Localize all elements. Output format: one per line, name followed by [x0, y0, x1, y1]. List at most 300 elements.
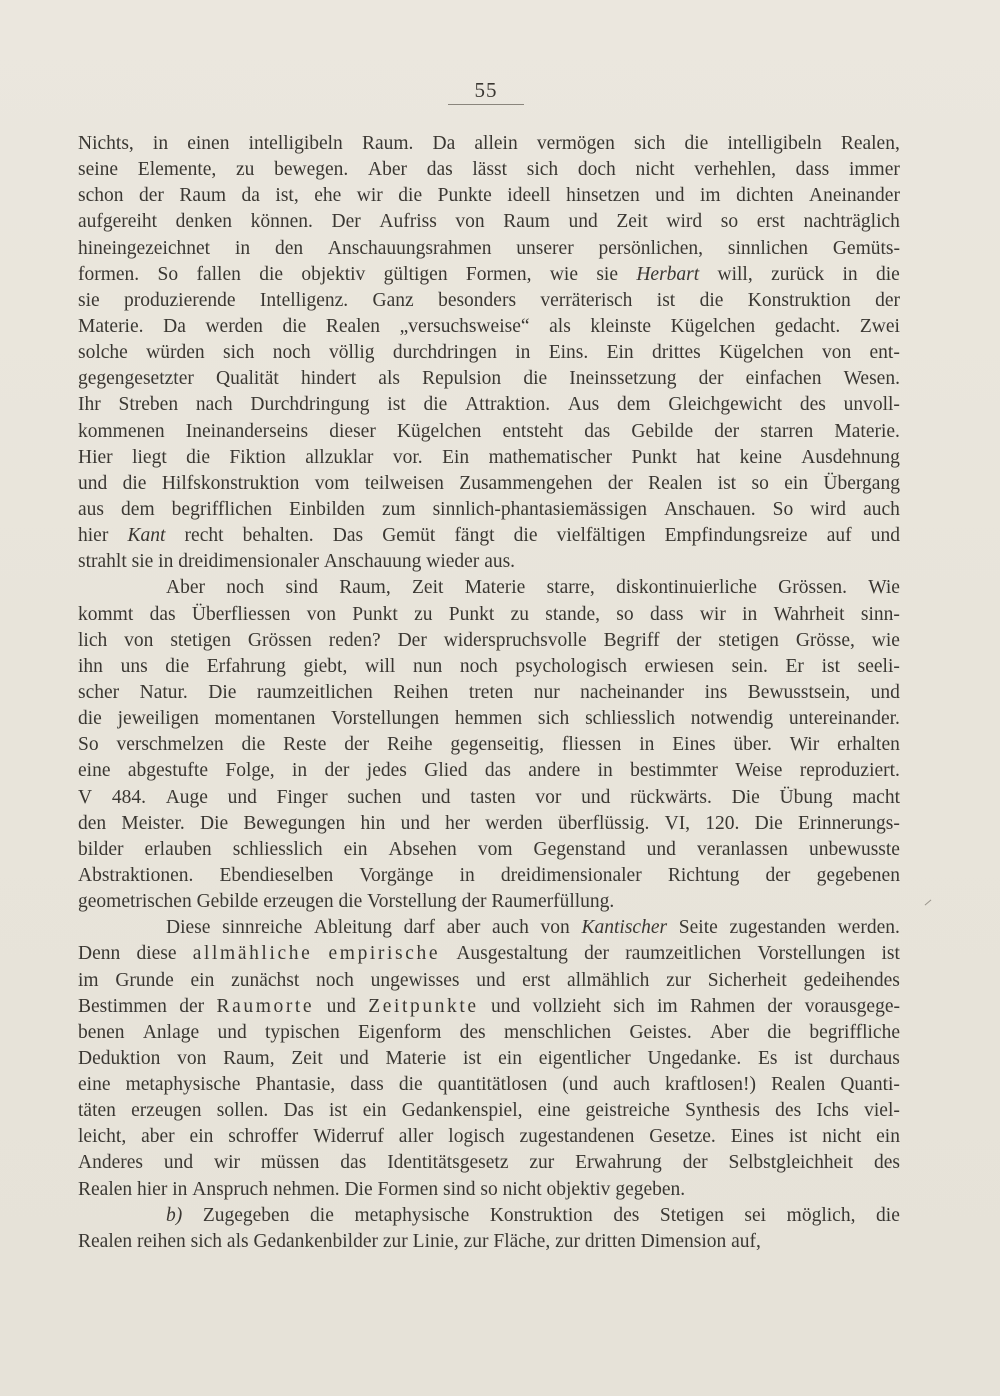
word: und — [870, 525, 900, 547]
word: ungewisses — [370, 969, 460, 991]
text-line — [78, 941, 900, 967]
word: Realen — [325, 315, 380, 337]
text-line — [78, 157, 900, 183]
word: hat — [696, 446, 721, 468]
word: gegeben. — [615, 1178, 686, 1200]
word: sinnreiche — [222, 917, 303, 939]
word: erst — [522, 969, 551, 991]
word: das — [340, 1152, 367, 1174]
word: in — [152, 133, 169, 154]
word: diese — [136, 943, 177, 965]
word: der — [584, 943, 610, 965]
word: will, — [717, 263, 753, 285]
word: kommenen — [78, 420, 165, 442]
word: untereinander. — [788, 708, 900, 730]
word: vollzieht — [532, 995, 601, 1017]
text-line — [78, 523, 900, 549]
word: Qualität — [215, 368, 279, 390]
word: Synthesis — [685, 1100, 760, 1122]
word: Denn — [78, 943, 121, 965]
word: der — [139, 185, 164, 207]
word: fallen — [196, 263, 241, 285]
word: und — [421, 786, 451, 808]
word: momentanen — [214, 708, 316, 730]
word: Die — [754, 812, 783, 834]
word: Quanti- — [840, 1074, 900, 1096]
word: Anderes — [78, 1152, 143, 1174]
word: aus. — [484, 551, 516, 573]
word: Gemüts- — [832, 237, 900, 259]
word: sich — [190, 1230, 227, 1252]
word: und — [78, 472, 108, 494]
word: ein — [189, 1126, 214, 1148]
word: Wahrheit — [773, 603, 845, 625]
word: zunächst — [231, 969, 300, 991]
word: hier — [137, 1178, 173, 1200]
word: typischen — [264, 1021, 340, 1043]
word: und — [339, 1047, 369, 1069]
word: die — [523, 368, 548, 390]
word: von — [540, 917, 570, 939]
word: Punkt — [448, 603, 495, 625]
word: als — [378, 368, 400, 390]
word: würden — [146, 342, 205, 364]
word: Wir — [789, 734, 820, 756]
word: Vorstellungen — [757, 943, 866, 965]
word: zur — [555, 1230, 585, 1252]
word: dieser — [329, 420, 376, 442]
word: Weise — [735, 760, 783, 782]
word: Seite — [678, 917, 718, 939]
word: schliesslich — [232, 838, 323, 860]
word: Erwahrung — [575, 1152, 662, 1174]
word: macht — [852, 786, 900, 808]
word: die — [513, 525, 538, 547]
word: zum — [381, 498, 416, 520]
word: hineingezeichnet — [78, 237, 211, 259]
word: hin — [360, 812, 386, 834]
word: Glied — [424, 760, 468, 782]
word: sei — [744, 1204, 767, 1226]
word: kommt — [78, 603, 134, 625]
text-line — [78, 209, 900, 235]
word: schon — [78, 185, 124, 207]
text-line — [78, 1150, 900, 1176]
word: und — [227, 786, 257, 808]
word: ent- — [869, 342, 900, 364]
word: Hier — [78, 446, 113, 468]
word: die — [122, 472, 147, 494]
word: die — [165, 655, 190, 677]
word: hindert — [300, 368, 357, 390]
text-line — [78, 236, 900, 262]
word: Begriff — [603, 629, 660, 651]
word: dem — [121, 498, 155, 520]
word: jedes — [366, 760, 407, 782]
word: der — [179, 995, 205, 1017]
word: den — [78, 812, 107, 834]
word: Realen, — [840, 133, 900, 154]
word: die — [186, 446, 210, 468]
word: auch — [613, 1074, 650, 1096]
word: fliessen — [561, 734, 622, 756]
word: Ein — [442, 446, 470, 468]
word: dem — [617, 394, 651, 416]
word: als — [549, 315, 571, 337]
word: Ichs — [816, 1100, 849, 1122]
word: Gedankenbilder — [253, 1230, 383, 1252]
text-line — [78, 549, 900, 575]
word: im — [700, 185, 721, 207]
word: Es — [758, 1047, 778, 1069]
word: Formen, — [465, 263, 532, 285]
word: Punkte — [437, 185, 492, 207]
word: Ebendieselben — [219, 864, 334, 886]
text-line — [78, 1203, 900, 1229]
word: in — [597, 760, 613, 782]
word: Ein — [606, 342, 634, 364]
word: kleinste — [590, 315, 652, 337]
word: Eins. — [548, 342, 589, 364]
word: Selbstgleichheit — [728, 1152, 854, 1174]
word: verschmelzen — [116, 734, 224, 756]
word: solche — [78, 342, 128, 364]
word: ist — [462, 1047, 482, 1069]
word: denken — [175, 211, 232, 233]
word: stetigen — [170, 629, 231, 651]
word: die — [310, 1204, 334, 1226]
word: Fiktion — [229, 446, 286, 468]
word: und — [655, 185, 685, 207]
word: Linie, — [412, 1230, 464, 1252]
text-line — [78, 366, 900, 392]
word: vermögen — [536, 133, 615, 154]
word: logisch — [448, 1126, 505, 1148]
word: die — [259, 263, 284, 285]
word: Raum, — [339, 577, 391, 599]
word: ihn — [78, 655, 103, 677]
word: der — [607, 472, 633, 494]
word: objektiv — [546, 1178, 616, 1200]
word: gültigen — [383, 263, 448, 285]
word: Einbilden — [289, 498, 365, 520]
word: Phantasie, — [255, 1074, 336, 1096]
word: der — [461, 891, 492, 913]
word: erhalten — [837, 734, 900, 756]
text-line — [78, 131, 900, 157]
word: überflüssig. — [557, 812, 650, 834]
text-line — [78, 968, 900, 994]
word: zugestandenen — [519, 1126, 635, 1148]
word: metaphysische — [125, 1074, 241, 1096]
text-line — [78, 445, 900, 471]
word: zur — [382, 1230, 413, 1252]
word: leicht, — [78, 1126, 127, 1148]
word: lässt — [472, 159, 508, 181]
word: gedeihendes — [803, 969, 900, 991]
word: noch — [459, 655, 498, 677]
word: der — [682, 1152, 708, 1174]
word: objektiv — [301, 263, 366, 285]
word: Aus — [567, 394, 600, 416]
word: sind — [443, 1178, 481, 1200]
word: dreidimensionaler — [178, 551, 324, 573]
word: Auge — [165, 786, 208, 808]
word: seine — [78, 159, 119, 181]
word: Gemüt — [382, 525, 436, 547]
text-line — [78, 654, 900, 680]
word: Grössen — [247, 629, 312, 651]
word: Gebilde — [196, 891, 264, 913]
text-line — [78, 889, 900, 915]
text-line — [78, 602, 900, 628]
word: Zeit — [291, 1047, 323, 1069]
word: ein — [343, 838, 368, 860]
word: so — [616, 603, 634, 625]
word: bestimmter — [630, 760, 718, 782]
word: die — [338, 891, 368, 913]
word: Raum — [503, 211, 550, 233]
word: zugestanden — [729, 917, 826, 939]
word: Durchdringung — [250, 394, 370, 416]
text-line — [78, 183, 900, 209]
word: Zeit — [412, 577, 444, 599]
word: Raumorte — [216, 995, 315, 1017]
word: produzierende — [124, 289, 236, 311]
text-line — [78, 1046, 900, 1072]
word: Natur. — [139, 681, 188, 703]
word: empirische — [328, 943, 441, 965]
word: scher — [78, 681, 120, 703]
word: Aber — [166, 577, 205, 599]
word: Fläche, — [493, 1230, 556, 1252]
word: Bewegungen — [243, 812, 346, 834]
word: Zusammengehen — [459, 472, 593, 494]
word: zu — [414, 603, 433, 625]
word: ist — [881, 943, 900, 965]
word: Intelligenz. — [259, 289, 349, 311]
word: notwendig — [690, 708, 774, 730]
word: Aufriss — [379, 211, 437, 233]
word: Vorstellung — [367, 891, 462, 913]
word: einfachen — [745, 368, 822, 390]
word: Kügelchen — [396, 420, 482, 442]
word: sinnlich-phantasiemässigen — [432, 498, 648, 520]
word: von — [455, 211, 485, 233]
text-line — [78, 288, 900, 314]
word: Abstraktionen. — [78, 864, 194, 886]
word: Punkt — [631, 446, 677, 468]
word: Formen — [377, 1178, 444, 1200]
word: die — [78, 708, 102, 730]
word: sie — [596, 263, 618, 285]
text-line — [78, 706, 900, 732]
word: allzuklar — [305, 446, 374, 468]
word: benen — [78, 1021, 125, 1043]
word: Gegenstand — [533, 838, 626, 860]
word: als — [226, 1230, 254, 1252]
text-line — [78, 863, 900, 889]
word: ist — [329, 1100, 348, 1122]
word: Realen — [771, 1074, 826, 1096]
word: vorausgege- — [804, 995, 900, 1017]
word: widerspruchsvolle — [443, 629, 587, 651]
word: sich — [633, 133, 666, 154]
word: ist — [788, 1126, 808, 1148]
word: Übergang — [823, 472, 900, 494]
word: und — [491, 995, 521, 1017]
word: teilweisen — [364, 472, 444, 494]
word: von — [306, 603, 336, 625]
text-line — [78, 575, 900, 601]
word: Folge, — [225, 760, 275, 782]
word: so — [751, 472, 769, 494]
word: ein — [190, 969, 215, 991]
word: in — [172, 1178, 193, 1200]
word: nacheinander — [580, 681, 685, 703]
word: der — [765, 864, 791, 886]
word: das — [584, 420, 611, 442]
word: Kügelchen — [670, 315, 756, 337]
word: wir — [699, 603, 726, 625]
word: täten — [78, 1100, 116, 1122]
word: her — [445, 812, 470, 834]
word: seeli- — [857, 655, 900, 677]
word: dichten — [736, 185, 794, 207]
word: sie — [131, 551, 159, 573]
text-line — [78, 628, 900, 654]
word: Raum — [179, 185, 226, 207]
word: Meister. — [121, 812, 185, 834]
word: nur — [533, 681, 560, 703]
word: Das — [283, 1100, 314, 1122]
word: bilder — [78, 838, 124, 860]
word: Ausgestaltung — [456, 943, 568, 965]
word: starre, — [546, 577, 595, 599]
word: Bestimmen — [78, 995, 167, 1017]
word: die — [876, 263, 900, 285]
word: dass — [795, 159, 830, 181]
word: „versuchsweise“ — [399, 315, 530, 337]
word: schroffer — [228, 1126, 299, 1148]
word: verräterisch — [540, 289, 633, 311]
word: Sicherheit — [707, 969, 787, 991]
text-line — [78, 340, 900, 366]
word: der — [767, 995, 793, 1017]
word: nach — [195, 394, 233, 416]
word: der — [698, 368, 724, 390]
word: und — [400, 812, 430, 834]
word: Diese — [166, 917, 211, 939]
word: noch — [316, 969, 354, 991]
word: abgestufte — [127, 760, 208, 782]
word: noch — [226, 577, 265, 599]
word: intelligibeln — [727, 133, 822, 154]
word: aufgereiht — [78, 211, 158, 233]
word: die — [398, 1074, 423, 1096]
word: und — [870, 681, 900, 703]
word: ist — [717, 472, 737, 494]
word: zu — [510, 603, 529, 625]
word: und — [646, 838, 676, 860]
word: allein — [474, 133, 518, 154]
word: intelligibeln — [248, 133, 343, 154]
word: im — [78, 969, 99, 991]
word: die — [398, 185, 423, 207]
word: in — [459, 864, 475, 886]
word: erzeugen — [131, 1100, 202, 1122]
text-line — [78, 758, 900, 784]
word: Gebilde — [631, 420, 694, 442]
word: Gedankenspiel, — [401, 1100, 523, 1122]
text-line — [78, 680, 900, 706]
word: dritten — [584, 1230, 641, 1252]
word: so — [480, 1178, 503, 1200]
word: Ableitung — [313, 917, 392, 939]
word: Absehen — [388, 838, 457, 860]
word: Herbart — [636, 263, 700, 285]
word: gedacht. — [774, 315, 841, 337]
word: Da — [432, 133, 456, 154]
word: in — [842, 263, 858, 285]
word: Grösse, — [795, 629, 855, 651]
word: Reste — [283, 734, 327, 756]
word: Kantischer — [581, 917, 668, 939]
word: 484. — [111, 786, 146, 808]
word: giebt, — [303, 655, 348, 677]
word: menschlichen — [503, 1021, 612, 1043]
word: nun — [412, 655, 443, 677]
word: von — [124, 629, 154, 651]
word: werden. — [837, 917, 900, 939]
text-line — [78, 1020, 900, 1046]
word: Zeit — [616, 211, 648, 233]
word: gegengesetzter — [78, 368, 194, 390]
word: Rahmen — [690, 995, 756, 1017]
word: ist, — [275, 185, 299, 207]
word: in — [234, 237, 251, 259]
word: vom — [477, 838, 513, 860]
word: Die — [731, 786, 760, 808]
word: von — [177, 1047, 207, 1069]
word: diskontinuierliche — [616, 577, 757, 599]
word: bewegen. — [274, 159, 349, 181]
word: auch — [492, 917, 529, 939]
word: Erfahrung — [206, 655, 286, 677]
word: Raumerfüllung. — [491, 891, 615, 913]
word: sich — [223, 342, 255, 364]
word: zu — [236, 159, 255, 181]
word: persönlichen, — [598, 237, 704, 259]
word: erst — [756, 211, 785, 233]
word: Dimension — [640, 1230, 732, 1252]
word: kraftlosen!) — [665, 1074, 757, 1096]
word: sich — [613, 995, 645, 1017]
word: Deduktion — [78, 1047, 161, 1069]
word: aller — [398, 1126, 434, 1148]
word: Identitätsgesetz — [387, 1152, 509, 1174]
word: im — [657, 995, 678, 1017]
word: Zugegeben — [202, 1204, 290, 1226]
word: (und — [562, 1074, 599, 1096]
word: Anschauung — [323, 551, 427, 573]
word: nehmen. — [272, 1178, 345, 1200]
word: raumzeitlichen — [256, 681, 373, 703]
word: nicht — [822, 1126, 862, 1148]
line-text — [78, 889, 614, 915]
word: begrifflichen — [171, 498, 273, 520]
word: und — [326, 995, 356, 1017]
